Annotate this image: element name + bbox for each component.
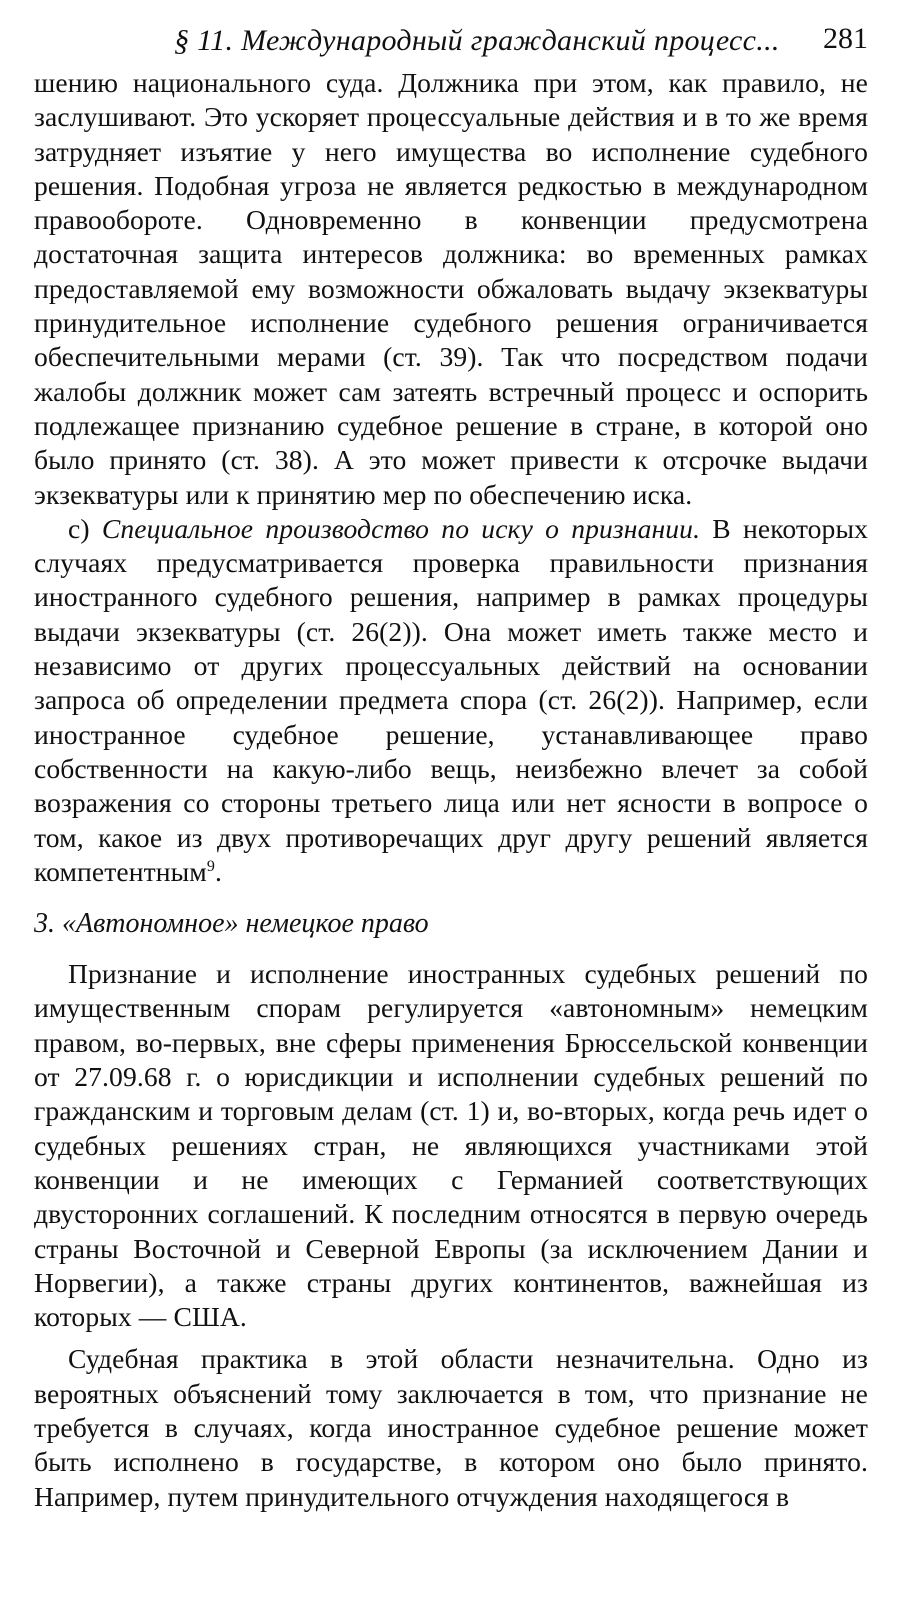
item-label: с) xyxy=(68,512,102,544)
running-title: § 11. Международный гражданский процесс... xyxy=(174,24,780,57)
page-number: 281 xyxy=(823,22,868,55)
item-title: Специальное производство по иску о признании. xyxy=(101,512,701,544)
paragraph-3: Признание и исполнение иностранных судебных решений по имущественным спорам регулируется «автономным» немецким правом, во-первых, вне сферы применения Брюссельской конвенции от 27.09.68 г. о юрисдикции и исполнении судебных решений по гражданским и торговым делам (ст. 1) и, во-вторых, когда речь идет о судебных решениях стран, не являющихся участниками этой конвенции и не имеющих с Германией соответствующих двусторонних соглашений. К последним относятся в первую очередь страны Восточной и Северной Европы (за исключением Дании и Норвегии), а также страны других континентов, важнейшая из которых — США. xyxy=(34,958,868,1333)
item-text: В некоторых случаях предусматривается проверка правильности признания иностранного судебного решения, например в рамках процедуры выдачи экзекватуры (ст. 26(2)). Она может иметь также место и независимо от других процессуальных действий на основании запроса об определении предмета спора (ст. 26(2)). Например, если иностранное судебное решение, устанавливающее право собственности на какую-либо вещь, неизбежно влечет за собой возражения со стороны третьего лица или нет ясности в вопросе о том, какое из двух противоречащих друг другу решений является компетентным xyxy=(34,512,868,887)
footnote-marker: 9 xyxy=(206,857,215,875)
book-page xyxy=(34,18,868,1514)
paragraph-2 xyxy=(34,512,868,889)
paragraph-1: шению национального суда. Должника при этом, как правило, не заслушивают. Это ускоряет процессуальные действия и в то же время затрудняет изъятие у него имущества во исполнение судебного решения. Подобная угроза не является редкостью в международном правообороте. Одновременно в конвенции предусмотрена достаточная защита интересов должника: во временных рамках предоставляемой ему возможности обжаловать выдачу экзекватуры принудительное исполнение судебного решения ограничивается обеспечительными мерами (ст. 39). Так что посредством подачи жалобы должник может сам затеять встречный процесс и оспорить подлежащее признанию судебное решение в стране, в которой оно было принято (ст. 38). А это может привести к отсрочке выдачи экзекватуры или к принятию мер по обеспечению иска. xyxy=(34,67,868,510)
running-header xyxy=(34,18,868,66)
paragraph-4: Судебная практика в этой области незначительна. Одно из вероятных объяснений тому заключается в том, что признание не требуется в случаях, когда иностранное судебное решение может быть исполнено в государстве, в котором оно было принято. Например, путем принудительного отчуждения находящегося в xyxy=(34,1343,868,1512)
section-heading: 3. «Автономное» немецкое право xyxy=(34,908,429,940)
item-end: . xyxy=(214,855,222,887)
